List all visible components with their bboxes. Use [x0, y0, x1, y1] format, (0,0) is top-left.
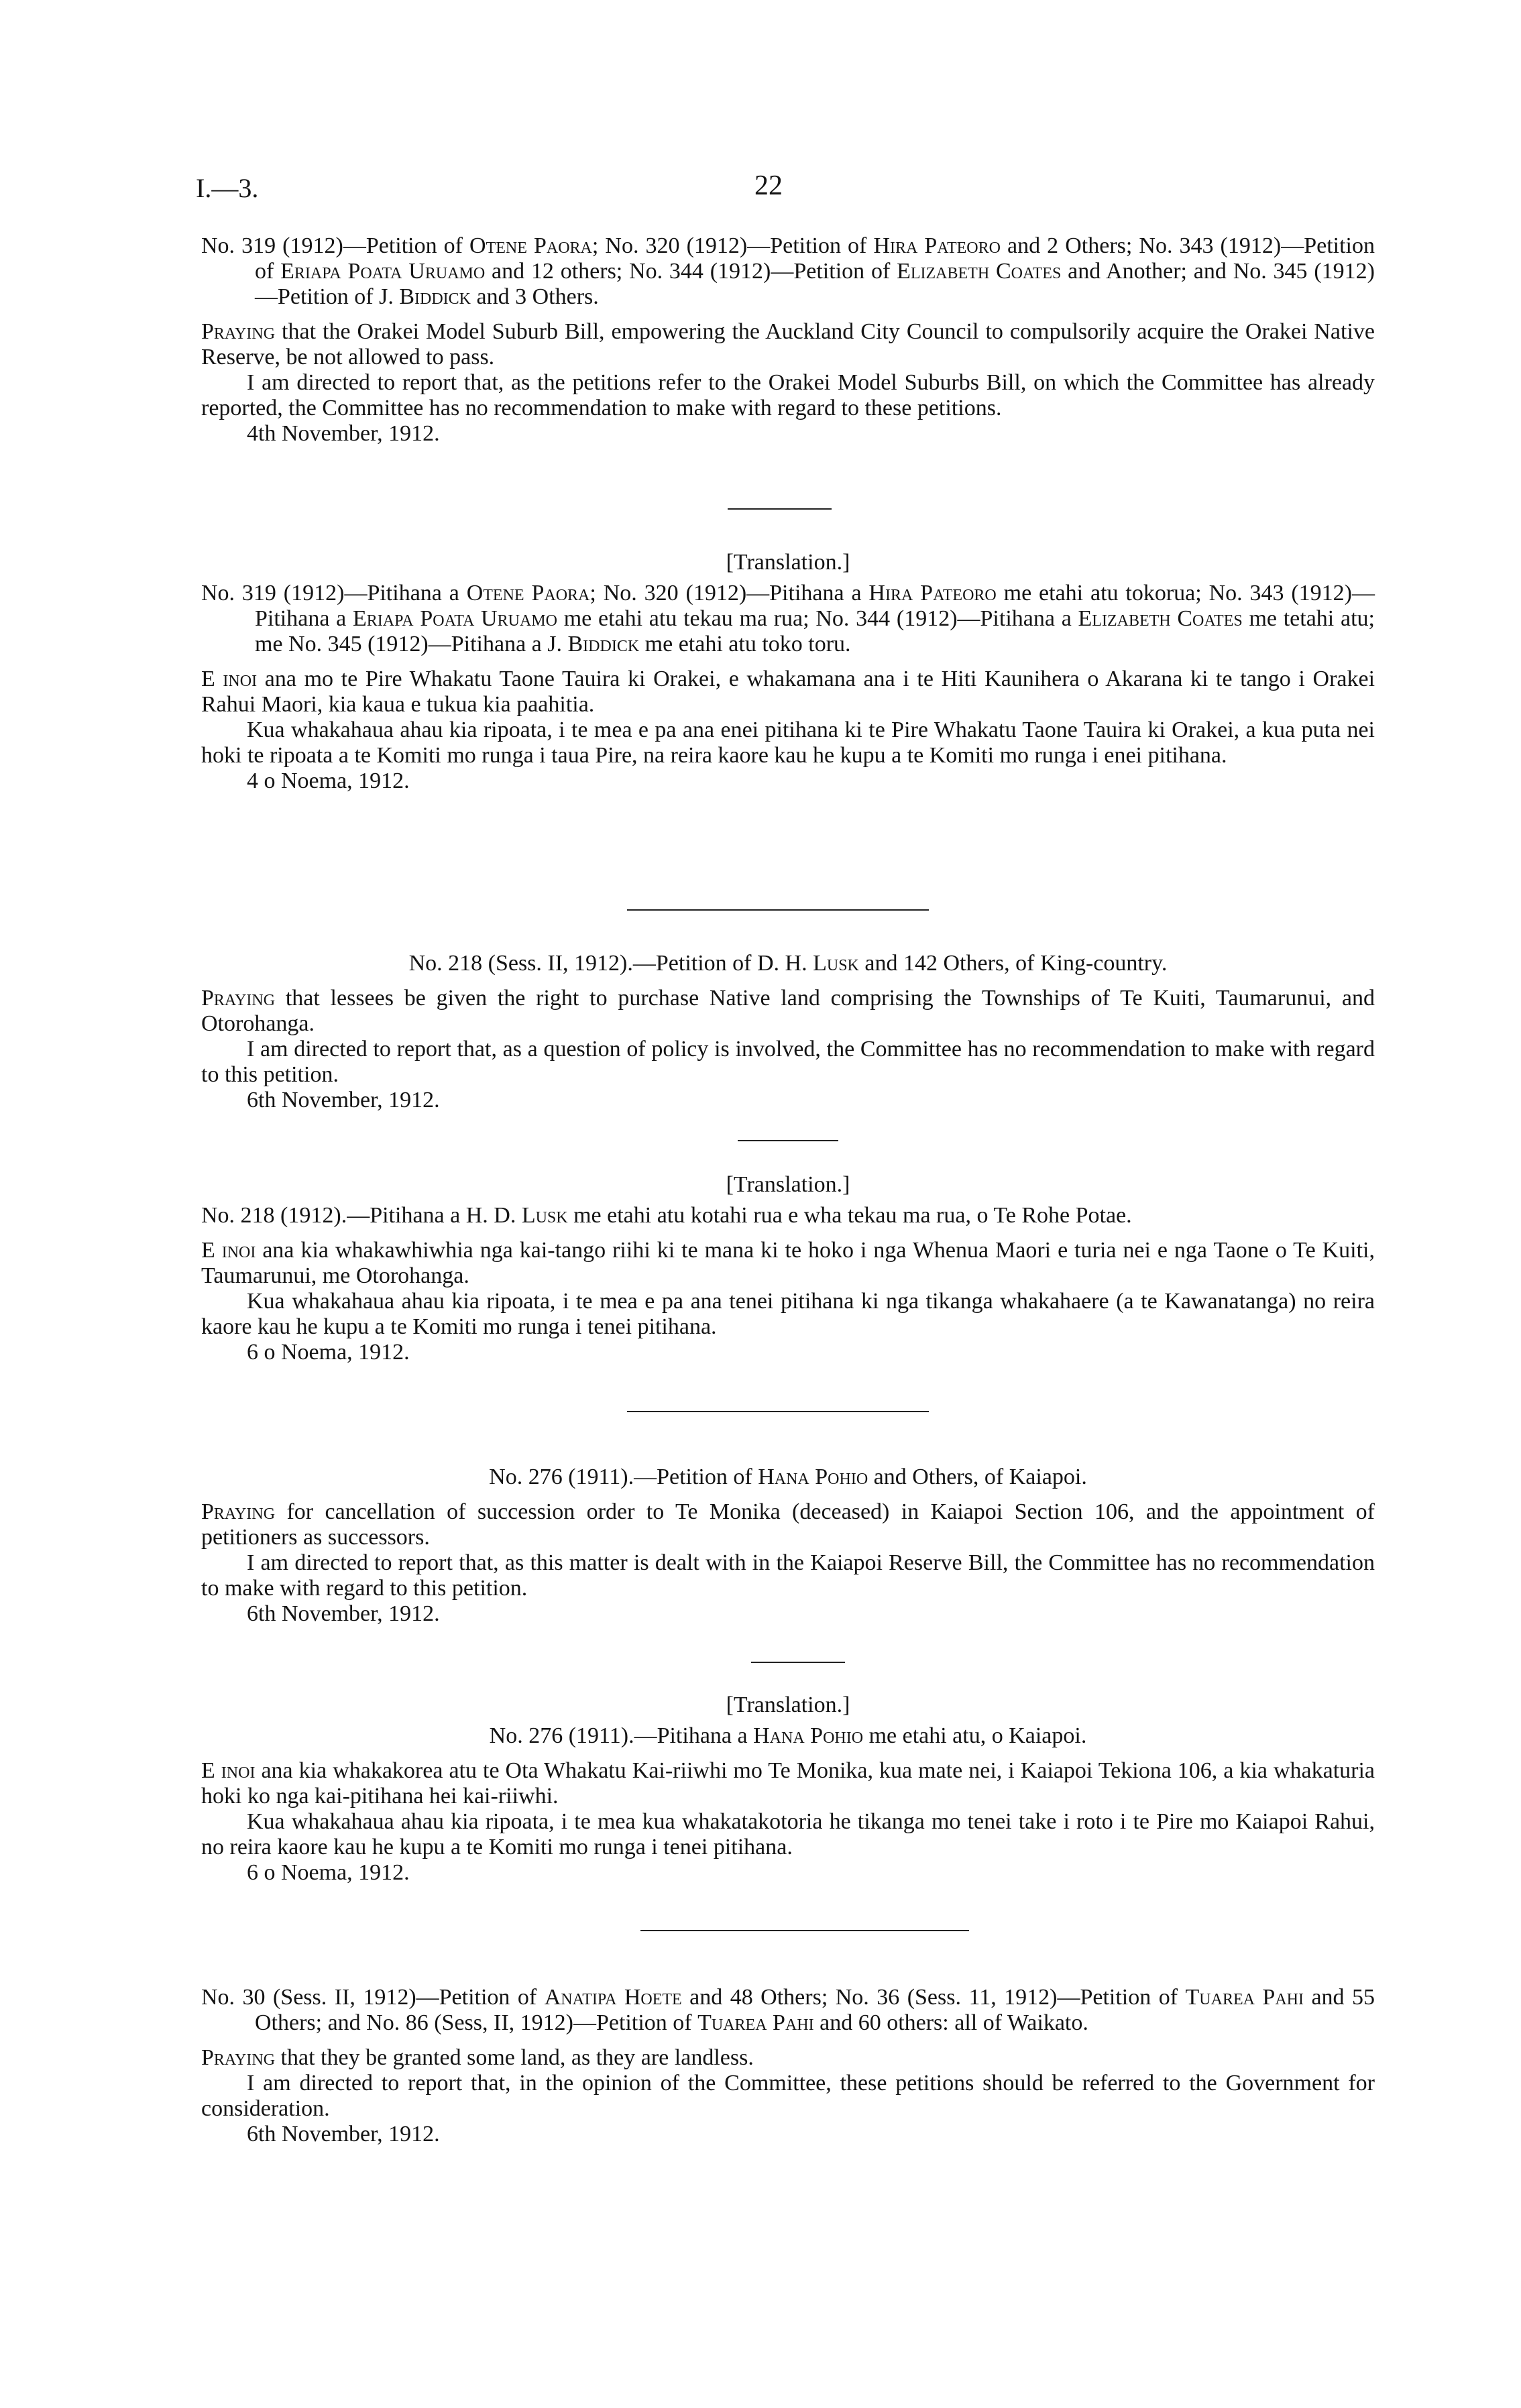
translation-heading	[201, 1203, 1375, 1228]
heading-text: and 60 others: all of Waikato.	[813, 2010, 1088, 2035]
petition-section-orakei	[201, 233, 1375, 447]
translation-date: 4 o Noema, 1912.	[247, 768, 410, 793]
short-divider	[751, 1662, 845, 1663]
person-name: Biddick	[567, 632, 640, 656]
report-date: 6th November, 1912.	[247, 2122, 440, 2146]
report-date: 6th November, 1912.	[247, 1601, 440, 1626]
heading-text: and 142 Others, of King-country.	[858, 951, 1168, 976]
petition-heading	[201, 951, 1375, 976]
petition-section-pohio	[201, 1465, 1375, 1627]
report-paragraph: I am directed to report that, in the opinion of the Committee, these petitions should be referred to the Government for consideration.	[201, 2071, 1375, 2121]
person-name: Hana Pohio	[753, 1723, 864, 1748]
person-name: Eriapa Poata Uruamo	[353, 606, 557, 631]
translation-praying: E inoi ana kia whakakorea atu te Ota Whakatu Kai-riiwhi mo Te Monika, kua mate nei, i Kaiapoi Tekiona 106, a kia whakaturia hoki ko nga kai-pitihana hei kai-riiwhi.	[201, 1758, 1375, 1809]
person-name: Elizabeth Coates	[897, 259, 1062, 284]
page-reference: I.—3.	[196, 173, 259, 203]
person-name: Biddick	[399, 284, 471, 309]
heading-text: me etahi atu kotahi rua e wha tekau ma rua, o Te Rohe Potae.	[567, 1203, 1132, 1228]
person-name: Eriapa Poata Uruamo	[280, 259, 486, 284]
translation-praying: E inoi ana kia whakawhiwhia nga kai-tango riihi ki te mana ki te hoko i nga Whenua Maori e turia nei e nga Taone o Te Kuiti, Taumarunui, me Otorohanga.	[201, 1238, 1375, 1288]
heading-text: me etahi atu tokorua; No. 343 (1912)—Pitihana a	[255, 581, 1375, 631]
heading-text: No. 218 (1912).—Pitihana a H. D.	[201, 1203, 522, 1228]
translation-heading	[201, 581, 1375, 657]
translation-report: Kua whakahaua ahau kia ripoata, i te mea e pa ana enei pitihana ki te Pire Whakatu Taone Tauira ki Orakei, a kua puta nei hoki te ripoata a te Komiti mo runga i taua Pire, na reira kaore kau he kupu a te Komiti mo runga i enei pitihana.	[201, 718, 1375, 768]
heading-text: me tetahi atu; me No. 345 (1912)—Pitihana a J.	[255, 606, 1375, 656]
translation-date: 6 o Noema, 1912.	[247, 1340, 410, 1365]
heading-text: ; No. 320 (1912)—Pitihana a	[589, 581, 869, 606]
praying-paragraph: Praying that they be granted some land, as they are landless.	[201, 2045, 754, 2070]
petition-heading	[201, 1985, 1375, 2036]
heading-text: No. 276 (1911).—Pitihana a	[489, 1723, 754, 1748]
person-name: Lusk	[521, 1203, 568, 1228]
section-divider	[627, 1411, 929, 1412]
translation-section-lusk	[201, 1172, 1375, 1365]
heading-text: No. 319 (1912)—Petition of	[201, 233, 470, 258]
heading-text: and 12 others; No. 344 (1912)—Petition of	[485, 259, 897, 284]
heading-text: and 3 Others.	[471, 284, 599, 309]
person-name: Otene Paora	[466, 581, 590, 606]
section-divider	[627, 909, 929, 911]
translation-report: Kua whakahaua ahau kia ripoata, i te mea e pa ana tenei pitihana ki nga tikanga whakahaere (a te Kawanatanga) no reira kaore kau he kupu a te Komiti mo runga i tenei pitihana.	[201, 1289, 1375, 1339]
heading-text: No. 276 (1911).—Petition of	[489, 1465, 758, 1489]
person-name: Hira Pateoro	[868, 581, 997, 606]
translation-report: Kua whakahaua ahau kia ripoata, i te mea kua whakatakotoria he tikanga mo tenei take i roto i te Pire mo Kaiapoi Rahui, no reira kaore kau he kupu a te Komiti mo runga i tenei pitihana.	[201, 1809, 1375, 1859]
person-name: Tuarea Pahi	[697, 2010, 814, 2035]
translation-section-pohio	[201, 1693, 1375, 1886]
person-name: Hana Pohio	[758, 1465, 868, 1489]
heading-text: and 48 Others; No. 36 (Sess. 11, 1912)—Petition of	[681, 1985, 1186, 2010]
short-divider	[728, 508, 832, 510]
heading-text: and 55 Others; and No. 86 (Sess, II, 1912)—Petition of	[255, 1985, 1375, 2035]
translation-label: [Translation.]	[726, 1693, 850, 1717]
translation-praying: E inoi ana mo te Pire Whakatu Taone Tauira ki Orakei, e whakamana ana i te Hiti Kaunihera o Akarana ki te tango i Orakei Rahui Maori, kia kaua e tukua kia paahitia.	[201, 667, 1375, 717]
person-name: Lusk	[813, 951, 859, 976]
translation-heading	[201, 1723, 1375, 1749]
heading-text: No. 30 (Sess. II, 1912)—Petition of	[201, 1985, 545, 2010]
page-number: 22	[754, 170, 783, 201]
heading-text: and 2 Others; No. 343 (1912)—Petition of	[255, 233, 1375, 284]
short-divider	[738, 1140, 838, 1141]
heading-text: No. 218 (Sess. II, 1912).—Petition of D. H.	[408, 951, 813, 976]
person-name: Otene Paora	[469, 233, 592, 258]
petition-section-lusk	[201, 951, 1375, 1113]
heading-text: me etahi atu tekau ma rua; No. 344 (1912)—Pitihana a	[557, 606, 1078, 631]
translation-label: [Translation.]	[726, 550, 850, 575]
report-paragraph: I am directed to report that, as this matter is dealt with in the Kaiapoi Reserve Bill, the Committee has no recommendation to make with regard to this petition.	[201, 1550, 1375, 1601]
heading-text: No. 319 (1912)—Pitihana a	[201, 581, 467, 606]
person-name: Hira Pateoro	[873, 233, 1001, 258]
person-name: Anatipa Hoete	[544, 1985, 682, 2010]
report-date: 4th November, 1912.	[247, 421, 440, 446]
heading-text: me etahi atu toko toru.	[639, 632, 851, 656]
heading-text: and Others, of Kaiapoi.	[868, 1465, 1087, 1489]
person-name: Tuarea Pahi	[1185, 1985, 1304, 2010]
report-paragraph: I am directed to report that, as a question of policy is involved, the Committee has no recommendation to make with regard to this petition.	[201, 1037, 1375, 1087]
praying-paragraph: Praying that lessees be given the right to purchase Native land comprising the Townships of Te Kuiti, Taumarunui, and Otorohanga.	[201, 986, 1375, 1036]
petition-heading	[201, 233, 1375, 310]
petition-section-waikato	[201, 1985, 1375, 2147]
translation-section-orakei	[201, 550, 1375, 794]
person-name: Elizabeth Coates	[1078, 606, 1243, 631]
section-divider	[640, 1930, 969, 1931]
heading-text: and Another; and No. 345 (1912)—Petition of J.	[255, 259, 1375, 309]
translation-date: 6 o Noema, 1912.	[247, 1860, 410, 1885]
heading-text: me etahi atu, o Kaiapoi.	[863, 1723, 1087, 1748]
report-paragraph: I am directed to report that, as the petitions refer to the Orakei Model Suburbs Bill, on which the Committee has already reported, the Committee has no recommendation to make with regard to these petitions.	[201, 370, 1375, 420]
praying-paragraph: Praying for cancellation of succession order to Te Monika (deceased) in Kaiapoi Section 106, and the appointment of petitioners as successors.	[201, 1499, 1375, 1550]
report-date: 6th November, 1912.	[247, 1088, 440, 1112]
praying-paragraph: Praying that the Orakei Model Suburb Bill, empowering the Auckland City Council to compulsorily acquire the Orakei Native Reserve, be not allowed to pass.	[201, 319, 1375, 369]
petition-heading	[201, 1465, 1375, 1490]
heading-text: ; No. 320 (1912)—Petition of	[592, 233, 874, 258]
translation-label: [Translation.]	[726, 1172, 850, 1197]
